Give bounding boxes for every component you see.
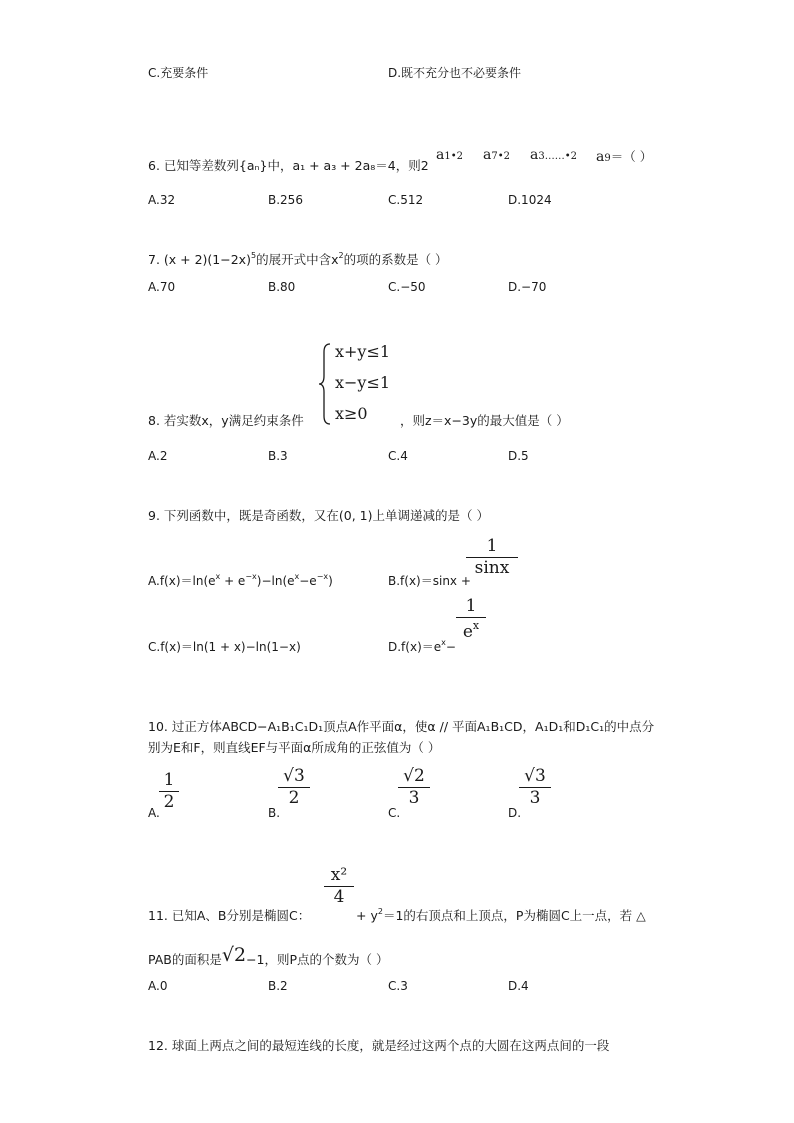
- q11-option-c: C.3: [388, 979, 408, 993]
- q11-option-a: A.0: [148, 979, 168, 993]
- q5-option-c: C.充要条件: [148, 66, 209, 80]
- q11-stem-a: 11. 已知A、B分别是椭圆C：: [148, 908, 311, 923]
- q9-optA-c: )−ln(e: [256, 574, 295, 588]
- q11-frac-den: 4: [333, 887, 345, 907]
- q9-optA-e4: −x: [316, 572, 329, 581]
- q7-stem-a: 7. (x + 2)(1−2x): [148, 252, 251, 267]
- q11-line2-b: −1，则P点的个数为（ ）: [246, 952, 389, 967]
- q9-option-a: [148, 572, 333, 589]
- q10-line-1: 10. 过正方体ABCD−A₁B₁C₁D₁顶点A作平面α，使α // 平面A₁B₁CD，A₁D₁和D₁C₁的中点分: [148, 719, 655, 734]
- q11-option-d: D.4: [508, 979, 529, 993]
- q10-optD-num: √3: [524, 766, 546, 786]
- q6-term3-op: ……•2: [544, 151, 577, 162]
- q9-optA-d: −e: [299, 574, 317, 588]
- q6-stem: [148, 156, 429, 174]
- q6-term-1: [436, 147, 463, 163]
- q9-option-d-fraction: [456, 598, 486, 641]
- q6-term3-sub: 3: [538, 151, 545, 162]
- q9-optB-den: sinx: [474, 558, 510, 578]
- q11-stem-c: ＝1的右顶点和上顶点，P为椭圆C上一点，若 △: [382, 908, 646, 923]
- q6-option-a: A.32: [148, 193, 176, 207]
- q10-optB-num: √3: [283, 766, 305, 786]
- q5-option-d: D.既不充分也不必要条件: [388, 66, 522, 80]
- q6-option-b: B.256: [268, 193, 303, 207]
- q6-term2-base: a: [483, 147, 492, 163]
- q10-option-c-fraction: [398, 768, 430, 807]
- q6-term2-op: •2: [497, 151, 510, 162]
- q11-stem-exp: 2: [377, 907, 383, 916]
- q10-optA-den: 2: [163, 792, 175, 812]
- q8-option-c: C.4: [388, 449, 408, 463]
- q7-stem-b: 的展开式中含x: [256, 252, 339, 267]
- q6-term4-base: a: [596, 149, 605, 165]
- q9-optA-f: ): [328, 574, 333, 588]
- q8-stem: 8. 若实数x，y满足约束条件: [148, 413, 304, 428]
- q6-term3-base: a: [530, 147, 539, 163]
- q11-line2-sqrt: √2: [221, 944, 247, 966]
- q10-option-d-label: D.: [508, 806, 522, 820]
- q6-term-4: [596, 147, 652, 165]
- q8-option-b: B.3: [268, 449, 288, 463]
- q11-ellipse-fraction: [324, 867, 354, 906]
- q10-option-a-fraction: [159, 772, 179, 811]
- q11-option-b: B.2: [268, 979, 288, 993]
- q9-optA-e3: x: [294, 572, 300, 581]
- q6-term2-sub: 7: [491, 151, 498, 162]
- q10-option-a-label: A.: [148, 806, 160, 820]
- q9-optD-e: x: [441, 638, 446, 647]
- q6-stem-text: 6. 已知等差数列{aₙ}中，a₁ + a₃ + 2a₈＝4，则2: [148, 158, 429, 173]
- q6-term1-op: •2: [450, 151, 463, 162]
- q6-term4-sub: 9: [604, 153, 611, 164]
- q11-frac-num: x²: [330, 865, 348, 885]
- q9-optA-e1: x: [215, 572, 221, 581]
- fraction-bar: [456, 617, 486, 618]
- q6-term1-base: a: [436, 147, 445, 163]
- q6-term-3: [530, 147, 577, 163]
- q9-option-d: [388, 638, 456, 655]
- q9-optA-e2: −x: [245, 572, 257, 581]
- q7-option-b: B.80: [268, 280, 296, 294]
- q6-term1-sub: 1: [444, 151, 451, 162]
- q6-tail: ＝（ ）: [610, 149, 653, 164]
- q7-option-d: D.−70: [508, 280, 547, 294]
- q7-stem-c: 的项的系数是（ ）: [343, 252, 448, 267]
- q11-line-2: [148, 944, 389, 968]
- q9-optA-b: + e: [220, 574, 246, 588]
- q10-optD-den: 3: [529, 788, 541, 808]
- q8-tail: ，则z＝x−3y的最大值是（ ）: [400, 413, 569, 428]
- q9-optD-num: 1: [465, 596, 477, 616]
- q10-optC-num: √2: [403, 766, 425, 786]
- q9-optD-b: −: [445, 640, 456, 654]
- q8-brace: [318, 342, 334, 426]
- q6-term-2: [483, 147, 510, 163]
- q11-stem-b: + y: [356, 908, 378, 923]
- q9-optD-den-exp: x: [472, 619, 480, 632]
- q9-stem: 9. 下列函数中，既是奇函数，又在(0, 1)上单调递减的是（ ）: [148, 508, 489, 523]
- q10-option-b-label: B.: [268, 806, 281, 820]
- q10-option-c-label: C.: [388, 806, 401, 820]
- q8-option-d: D.5: [508, 449, 529, 463]
- q11-stem-rest: [356, 906, 646, 924]
- q8-constraint-1: x+y≤1: [335, 342, 391, 361]
- q9-optB-num: 1: [486, 536, 498, 556]
- q9-optD-a: D.f(x)＝e: [388, 640, 442, 654]
- q10-option-b-fraction: [278, 768, 310, 807]
- q6-option-c: C.512: [388, 193, 424, 207]
- q8-option-a: A.2: [148, 449, 168, 463]
- q9-optA-a: A.f(x)＝ln(e: [148, 574, 216, 588]
- q7-option-c: C.−50: [388, 280, 426, 294]
- q10-optC-den: 3: [408, 788, 420, 808]
- q10-line-2: 别为E和F，则直线EF与平面α所成角的正弦值为（ ）: [148, 740, 441, 755]
- q8-constraint-2: x−y≤1: [335, 373, 391, 392]
- q10-optA-num: 1: [163, 770, 175, 790]
- q7-stem-exp2: 2: [338, 251, 344, 260]
- q12-stem: 12. 球面上两点之间的最短连线的长度，就是经过这两个点的大圆在这两点间的一段: [148, 1038, 610, 1053]
- q10-option-d-fraction: [519, 768, 551, 807]
- q9-option-b-fraction: [466, 538, 518, 577]
- q8-constraint-3: x≥0: [335, 404, 368, 423]
- q11-line2-a: PAB的面积是: [148, 952, 222, 967]
- q6-option-d: D.1024: [508, 193, 552, 207]
- q9-optD-den-base: e: [462, 622, 473, 642]
- q7-stem: [148, 250, 448, 268]
- q7-stem-exp: 5: [250, 251, 257, 260]
- q9-option-b: B.f(x)＝sinx +: [388, 574, 471, 588]
- q10-optB-den: 2: [288, 788, 300, 808]
- q9-option-c: C.f(x)＝ln(1 + x)−ln(1−x): [148, 640, 301, 654]
- q7-option-a: A.70: [148, 280, 176, 294]
